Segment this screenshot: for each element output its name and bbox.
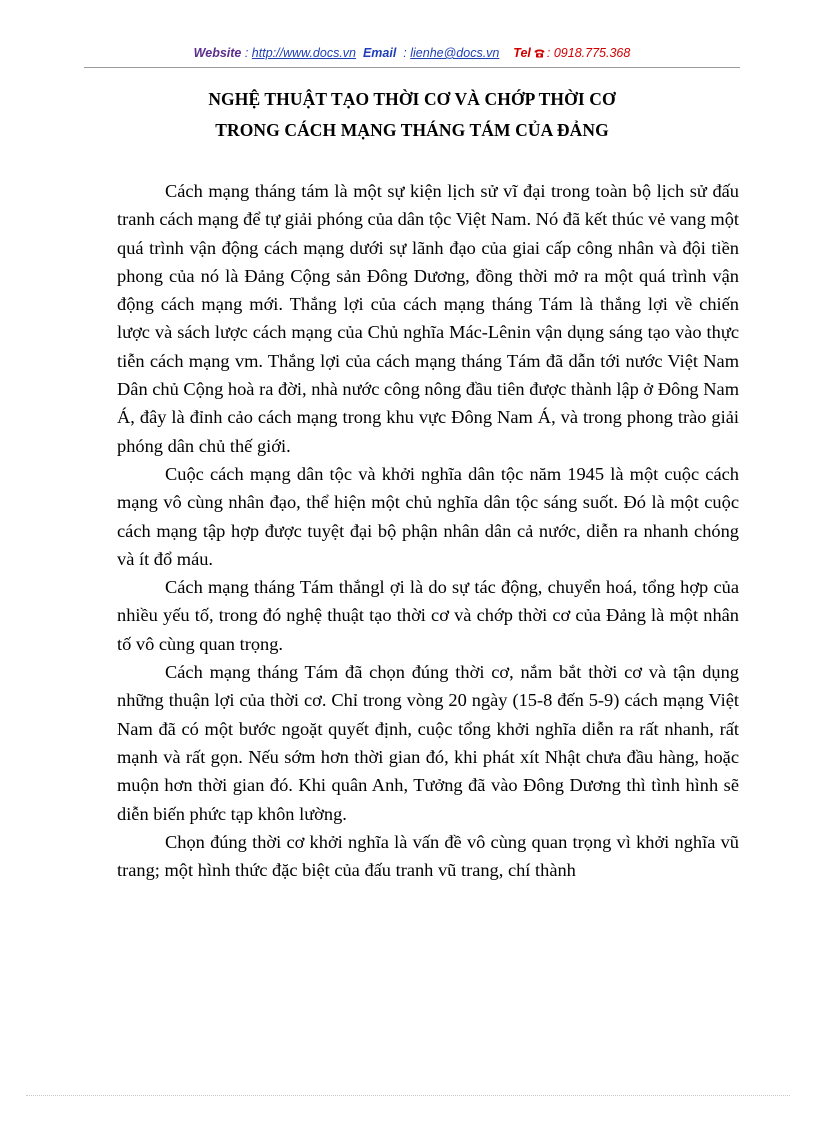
title-line-1: NGHỆ THUẬT TẠO THỜI CƠ VÀ CHỚP THỜI CƠ — [208, 89, 616, 109]
telephone-icon — [534, 49, 545, 58]
page-bottom-divider — [26, 1095, 790, 1096]
email-separator: : — [399, 46, 411, 60]
tel-label: Tel — [513, 46, 531, 60]
tel-number: : 0918.775.368 — [546, 46, 631, 60]
paragraph-4: Cách mạng tháng Tám đã chọn đúng thời cơ, nắm bắt thời cơ và tận dụng những thuận lợi của thời cơ. Chỉ trong vòng 20 ngày (15-8 đến 5-9) cách mạng Việt Nam đã có một bước ngoặt quyết định, cuộc tổng khởi nghĩa diễn ra rất nhanh, rất mạnh và rất gọn. Nếu sớm hơn thời gian đó, khi phát xít Nhật chưa đầu hàng, hoặc muộn hơn thời gian đó. Khi quân Anh, Tưởng đã vào Đông Dương thì tình hình sẽ diễn biến phức tạp khôn lường. — [117, 662, 739, 824]
email-link[interactable]: lienhe@docs.vn — [410, 46, 500, 60]
website-link[interactable]: http://www.docs.vn — [251, 46, 357, 60]
paragraph-2: Cuộc cách mạng dân tộc và khởi nghĩa dân tộc năm 1945 là một cuộc cách mạng vô cùng nhân đạo, thể hiện một chủ nghĩa dân tộc sáng suốt. Đó là một cuộc cách mạng tập hợp được tuyệt đại bộ phận nhân dân cả nước, diễn ra nhanh chóng và ít đổ máu. — [117, 463, 739, 569]
document-body — [117, 177, 739, 884]
website-label: Website — [193, 46, 242, 60]
paragraph-5: Chọn đúng thời cơ khởi nghĩa là vấn đề vô cùng quan trọng vì khởi nghĩa vũ trang; một hình thức đặc biệt của đấu tranh vũ trang, chí thành — [117, 831, 739, 881]
website-separator: : — [241, 46, 252, 60]
paragraph-1: Cách mạng tháng tám là một sự kiện lịch sử vĩ đại trong toàn bộ lịch sử đấu tranh cách mạng để tự giải phóng của dân tộc Việt Nam. Nó đã kết thúc vẻ vang một quá trình vận động cách mạng dưới sự lãnh đạo của giai cấp công nhân và đội tiền phong của nó là Đảng Cộng sản Đông Dương, đồng thời mở ra một quá trình vận động cách mạng mới. Thắng lợi của cách mạng tháng Tám là thắng lợi về chiến lược và sách lược cách mạng của Chủ nghĩa Mác-Lênin vận dụng sáng tạo vào thực tiễn cách mạng vm. Thắng lợi của cách mạng tháng Tám đã dẫn tới nước Việt Nam Dân chủ Cộng hoà ra đời, nhà nước công nông đầu tiên được thành lập ở Đông Nam Á, đây là đỉnh cảo cách mạng trong khu vực Đông Nam Á, và trong phong trào giải phóng dân chủ thế giới. — [117, 181, 739, 456]
tel-group — [513, 46, 630, 60]
header-divider — [84, 67, 740, 68]
email-label: Email — [362, 46, 397, 60]
document-title — [84, 84, 740, 146]
paragraph-3: Cách mạng tháng Tám thắngl ợi là do sự tác động, chuyển hoá, tổng hợp của nhiều yếu tố, trong đó nghệ thuật tạo thời cơ và chớp thời cơ của Đảng là một nhân tố vô cùng quan trọng. — [117, 577, 739, 654]
title-line-2: TRONG CÁCH MẠNG THÁNG TÁM CỦA ĐẢNG — [215, 120, 609, 140]
page-header — [84, 46, 740, 66]
